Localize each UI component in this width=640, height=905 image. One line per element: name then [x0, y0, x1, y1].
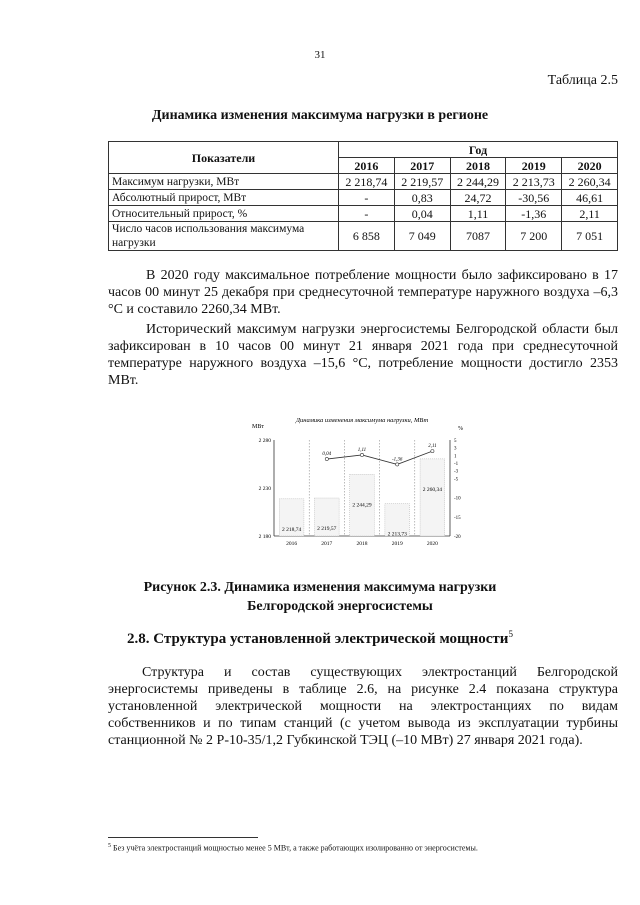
- bar-value-label: 2 219,57: [317, 526, 337, 533]
- growth-point: [431, 449, 434, 452]
- y2-tick-label: 1: [454, 454, 457, 460]
- chart-svg: [248, 412, 478, 552]
- table-cell: 7 051: [562, 222, 618, 251]
- x-tick-label: 2018: [356, 541, 368, 547]
- header-year: Год: [339, 142, 618, 158]
- paragraph: Исторический максимум нагрузки энергосистемы Белгородской области был зафиксирован в 10 часов 00 минут 21 января 2021 года при среднесуточной температуре наружного воздуха –15,6 °С, потребление мощности достигло 2353 МВт.: [108, 322, 618, 388]
- growth-label: -1,36: [391, 457, 403, 463]
- figure-caption: [0, 578, 640, 616]
- header-indicator: Показатели: [109, 142, 339, 174]
- y-axis-label: МВт: [252, 424, 264, 430]
- y2-tick-label: -1: [454, 462, 459, 468]
- row-label: Абсолютный прирост, МВт: [109, 190, 339, 206]
- x-tick-label: 2017: [321, 541, 333, 547]
- growth-point: [325, 457, 328, 460]
- table-cell: -: [339, 206, 395, 222]
- table-cell: 2,11: [562, 206, 618, 222]
- year-header: 2018: [450, 158, 506, 174]
- footnote: [108, 843, 478, 853]
- table-cell: 6 858: [339, 222, 395, 251]
- table-cell: 7 049: [394, 222, 450, 251]
- table-cell: -: [339, 190, 395, 206]
- y-tick-label: 2 180: [258, 534, 271, 540]
- y-tick-label: 2 280: [258, 438, 271, 444]
- growth-label: 0,04: [322, 452, 332, 458]
- growth-label: 2,11: [428, 444, 437, 450]
- page-number: 31: [314, 49, 326, 61]
- table-row: [109, 222, 618, 251]
- table-cell: 7087: [450, 222, 506, 251]
- table-cell: 24,72: [450, 190, 506, 206]
- table-title: Динамика изменения максимума нагрузки в регионе: [151, 108, 489, 123]
- year-header: 2019: [506, 158, 562, 174]
- table-cell: 0,04: [394, 206, 450, 222]
- figure-caption-line: Рисунок 2.3. Динамика изменения максимума нагрузки: [143, 580, 497, 595]
- y2-tick-label: -10: [454, 496, 461, 502]
- bar: [420, 459, 445, 536]
- y2-tick-label: -3: [454, 469, 459, 475]
- y2-tick-label: -5: [454, 477, 459, 483]
- y2-tick-label: 3: [454, 446, 457, 452]
- footnote-divider: [108, 837, 258, 838]
- year-header: 2020: [562, 158, 618, 174]
- x-tick-label: 2020: [426, 541, 438, 547]
- table-cell: 2 244,29: [450, 174, 506, 190]
- bar-value-label: 2 213,73: [387, 531, 407, 538]
- row-label: Число часов использования максимума нагрузки: [109, 222, 339, 251]
- footnote-text: Без учёта электростанций мощностью менее 5 МВт, а также работающих изолированно от энергосистемы.: [113, 843, 478, 853]
- y2-axis-label: %: [458, 426, 463, 432]
- y-tick-label: 2 230: [258, 486, 271, 492]
- x-tick-label: 2019: [391, 541, 403, 547]
- table-cell: 7 200: [506, 222, 562, 251]
- growth-label: 1,11: [357, 447, 367, 453]
- chart-title: Динамика изменения максимума нагрузки, МВт: [295, 417, 429, 424]
- section-title: Структура установленной электрической мощности: [153, 631, 509, 647]
- paragraph: Структура и состав существующих электростанций Белгородской энергосистемы приведены в таблице 2.6, на рисунке 2.4 показана структура установленной электрической мощности на электростанциях по видам собственников и по типам станций (с учетом вывода из эксплуатации турбины станционной № 2 Р-10-35/1,2 Губкинской ТЭЦ (–10 МВт) 27 января 2021 года).: [108, 665, 618, 748]
- growth-point: [396, 463, 399, 466]
- table-cell: 2 213,73: [506, 174, 562, 190]
- load-table: [108, 141, 618, 251]
- load-chart: [248, 412, 478, 552]
- bar-value-label: 2 244,29: [352, 502, 372, 509]
- table-cell: -30,56: [506, 190, 562, 206]
- year-header: 2016: [339, 158, 395, 174]
- footnote-number: 5: [108, 843, 111, 849]
- x-tick-label: 2016: [286, 541, 298, 547]
- table-label: Таблица 2.5: [547, 73, 618, 88]
- table-cell: 2 219,57: [394, 174, 450, 190]
- paragraph: В 2020 году максимальное потребление мощности было зафиксировано в 17 часов 00 минут 25 декабря при среднесуточной температуре наружного воздуха –6,3 °С и составило 2260,34 МВт.: [108, 268, 618, 317]
- table-cell: 2 260,34: [562, 174, 618, 190]
- table-cell: 1,11: [450, 206, 506, 222]
- table-cell: -1,36: [506, 206, 562, 222]
- bar-value-label: 2 218,74: [281, 526, 302, 533]
- row-label: Максимум нагрузки, МВт: [109, 174, 339, 190]
- growth-point: [360, 453, 363, 456]
- table-cell: 0,83: [394, 190, 450, 206]
- table-row: [109, 190, 618, 206]
- footnote-ref: 5: [508, 629, 513, 639]
- figure-caption-line: Белгородской энергосистемы: [247, 599, 433, 614]
- y2-tick-label: -20: [454, 535, 461, 540]
- section-heading: [0, 629, 640, 648]
- y2-tick-label: 5: [454, 439, 457, 444]
- table-cell: 2 218,74: [339, 174, 395, 190]
- row-label: Относительный прирост, %: [109, 206, 339, 222]
- table-row: [109, 174, 618, 190]
- year-header: 2017: [394, 158, 450, 174]
- table-row: [109, 206, 618, 222]
- section-number: 2.8.: [127, 631, 150, 647]
- y2-tick-label: -15: [454, 515, 461, 521]
- bar-value-label: 2 260,34: [422, 486, 443, 493]
- table-cell: 46,61: [562, 190, 618, 206]
